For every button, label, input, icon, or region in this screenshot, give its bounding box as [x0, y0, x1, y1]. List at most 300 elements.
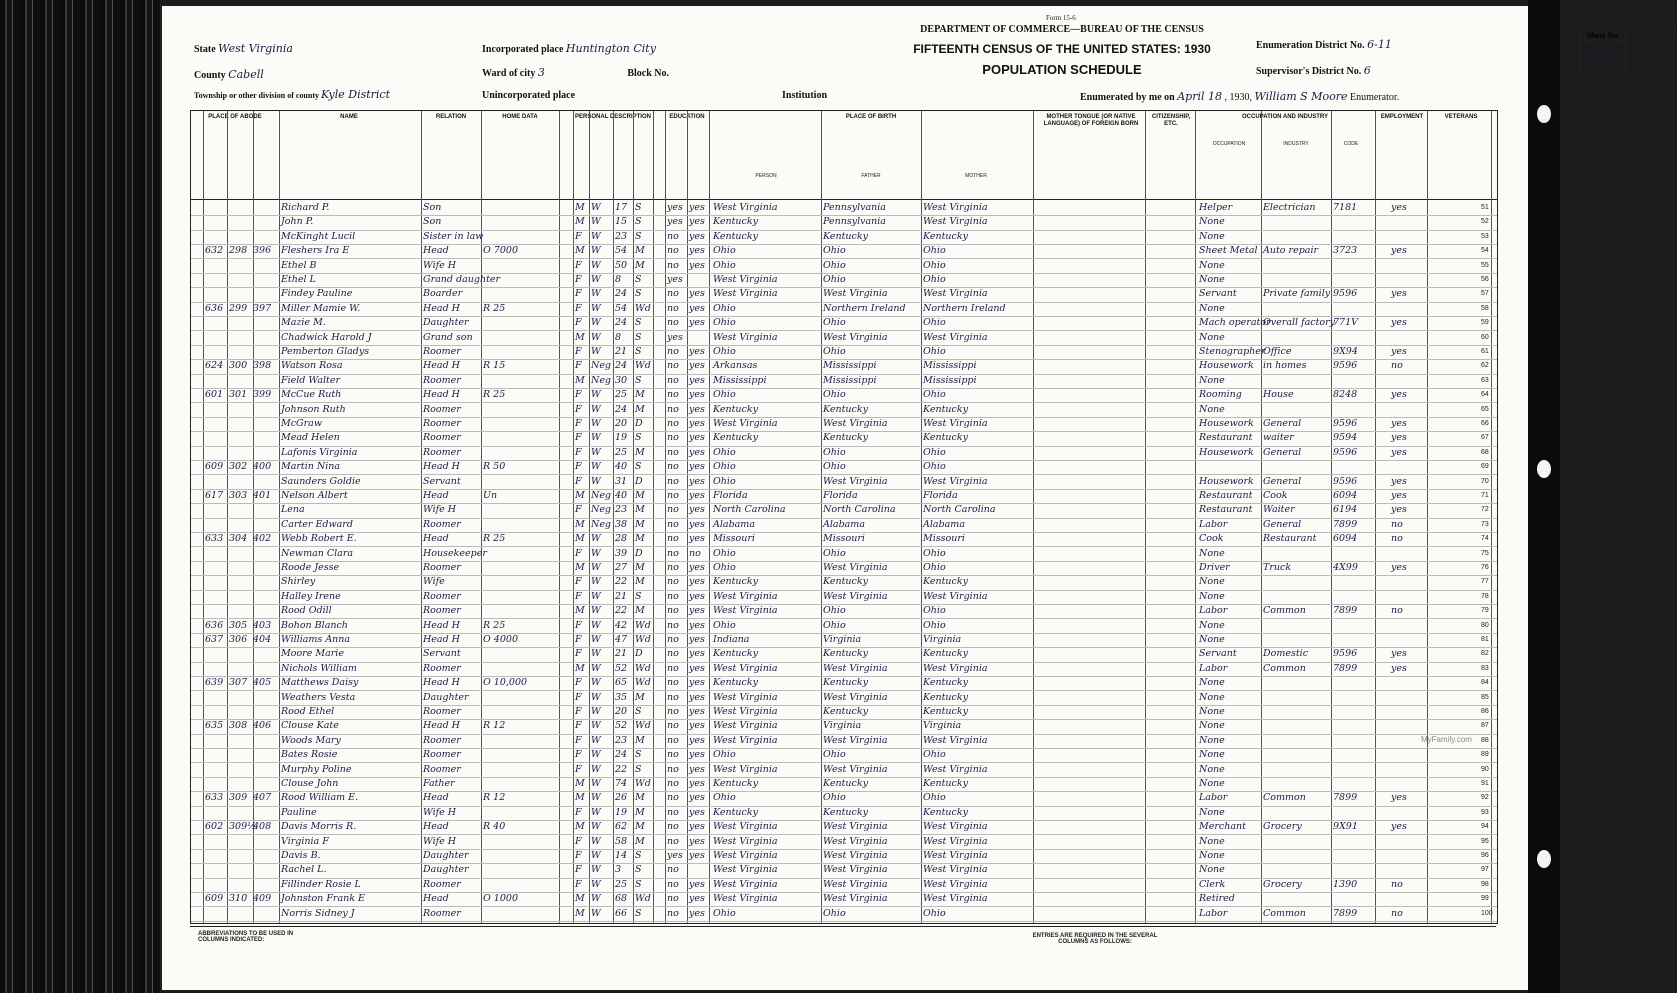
cell-age: 22 — [615, 576, 628, 588]
cell-sch: no — [667, 864, 679, 876]
cell-age: 24 — [615, 288, 628, 300]
cell-read: yes — [689, 907, 705, 919]
cell-occ: Labor — [1199, 792, 1228, 804]
cell-name: Roode Jesse — [281, 562, 340, 573]
cell-sch: no — [667, 634, 679, 645]
cell-mbp: Ohio — [923, 907, 946, 919]
cell-dw: 601 — [205, 389, 224, 401]
table-row — [191, 691, 1497, 706]
cell-mar: S — [635, 461, 642, 473]
cell-read: yes — [689, 734, 705, 746]
cell-race: W — [591, 763, 601, 775]
cell-mbp: Mississippi — [923, 360, 977, 372]
cell-rel: Head H — [423, 720, 460, 732]
cell-occ: Stenographer — [1199, 346, 1266, 357]
cell-name: Johnston Frank E — [281, 893, 365, 905]
cell-occ: Clerk — [1199, 878, 1226, 890]
cell-rel: Roomer — [423, 907, 461, 919]
cell-mbp: Ohio — [923, 274, 946, 285]
cell-mar: M — [635, 490, 645, 501]
cell-sch: no — [667, 677, 679, 689]
cell-occ: None — [1199, 576, 1225, 588]
cell-bp: West Virginia — [713, 691, 778, 703]
cell-sex: F — [575, 619, 582, 631]
cell-home: O 10,000 — [483, 677, 528, 689]
cell-mar: Wd — [635, 360, 651, 372]
cell-age: 21 — [615, 346, 628, 357]
cell-dw: 633 — [205, 792, 224, 804]
line-number: 92 — [1481, 794, 1489, 802]
cell-age: 42 — [615, 619, 628, 631]
line-number: 83 — [1481, 664, 1489, 672]
line-number: 85 — [1481, 693, 1489, 701]
cell-bp: Kentucky — [713, 677, 758, 689]
cell-occ: Driver — [1199, 562, 1230, 573]
cell-fbp: Ohio — [823, 446, 846, 458]
cell-sch: no — [667, 648, 679, 660]
cell-sex: F — [575, 288, 582, 300]
cell-occ: Retired — [1199, 893, 1235, 905]
cell-sex: F — [575, 432, 582, 444]
sheet-value: 15-B — [1586, 45, 1620, 61]
cell-sch: yes — [667, 202, 683, 213]
group-name: NAME — [340, 114, 358, 120]
cell-name: Weathers Vesta — [281, 691, 356, 703]
cell-mar: D — [635, 547, 643, 559]
cell-occ: None — [1199, 374, 1225, 386]
cell-mar: M — [635, 245, 645, 257]
cell-bp: West Virginia — [713, 878, 778, 890]
cell-bp: Ohio — [713, 907, 736, 919]
cell-fbp: West Virginia — [823, 821, 888, 833]
cell-sch: no — [667, 518, 679, 530]
cell-sch: no — [667, 490, 679, 501]
table-row — [191, 604, 1497, 619]
cell-sex: M — [575, 605, 585, 617]
cell-mbp: Ohio — [923, 562, 946, 573]
table-row — [191, 230, 1497, 245]
table-row — [191, 503, 1497, 518]
cell-sch: no — [667, 763, 679, 775]
cell-home: R 50 — [483, 461, 506, 473]
cell-sex: M — [575, 821, 585, 833]
cell-occ: Labor — [1199, 907, 1228, 919]
cell-mbp: Ohio — [923, 792, 946, 804]
cell-mar: D — [635, 648, 643, 660]
cell-mar: M — [635, 533, 645, 545]
cell-rel: Head — [423, 245, 449, 257]
table-row — [191, 633, 1497, 648]
cell-age: 22 — [615, 605, 628, 617]
cell-ind: Restaurant — [1263, 533, 1317, 545]
cell-bp: Ohio — [713, 749, 736, 761]
cell-race: Neg — [591, 360, 612, 372]
group-mother-tongue: MOTHER TONGUE (OR NATIVE LANGUAGE) OF FOREIGN BORN — [1043, 114, 1139, 127]
punch-hole — [1537, 460, 1551, 478]
line-number: 54 — [1481, 247, 1489, 255]
line-number: 74 — [1481, 535, 1489, 543]
cell-read: yes — [689, 446, 705, 458]
cell-sex: F — [575, 446, 582, 458]
cell-mar: M — [635, 504, 645, 516]
cell-ind: Cook — [1263, 490, 1288, 501]
cell-bp: Ohio — [713, 619, 736, 631]
cell-dw: 637 — [205, 634, 224, 645]
cell-occ: Helper — [1199, 202, 1233, 213]
cell-bp: Ohio — [713, 389, 736, 401]
unincorporated-label: Unincorporated place — [482, 90, 576, 101]
cell-mbp: West Virginia — [923, 835, 988, 847]
cell-fbp: Virginia — [823, 720, 862, 732]
cell-name: Saunders Goldie — [281, 475, 361, 487]
cell-sch: no — [667, 576, 679, 588]
line-number: 95 — [1481, 837, 1489, 845]
cell-read: yes — [689, 763, 705, 775]
table-row — [191, 244, 1497, 259]
cell-fbp: Ohio — [823, 907, 846, 919]
cell-ind: Auto repair — [1263, 245, 1319, 257]
line-number: 73 — [1481, 520, 1489, 528]
cell-name: Martin Nina — [281, 461, 341, 473]
cell-emp: yes — [1391, 792, 1407, 804]
cell-mbp: West Virginia — [923, 850, 988, 861]
cell-fbp: West Virginia — [823, 864, 888, 876]
cell-sch: no — [667, 792, 679, 804]
cell-occ: None — [1199, 749, 1225, 761]
cell-sch: no — [667, 403, 679, 415]
cell-sex: F — [575, 850, 582, 861]
cell-age: 24 — [615, 403, 628, 415]
cell-mar: S — [635, 331, 642, 343]
cell-bp: West Virginia — [713, 288, 778, 300]
cell-occ: Housework — [1199, 475, 1254, 487]
cell-name: Davis Morris R. — [281, 821, 357, 833]
table-row — [191, 892, 1497, 907]
cell-rel: Daughter — [423, 864, 469, 876]
cell-sch: no — [667, 230, 679, 242]
cell-bp: West Virginia — [713, 202, 778, 213]
incorporated-field — [482, 42, 656, 55]
cell-read: yes — [689, 720, 705, 732]
cell-rel: Head H — [423, 619, 460, 631]
cell-ind: Truck — [1263, 562, 1292, 573]
cell-sex: M — [575, 518, 585, 530]
cell-sch: yes — [667, 274, 683, 285]
cell-rel: Roomer — [423, 734, 461, 746]
cell-fam: 303 — [229, 490, 248, 501]
cell-occ: Merchant — [1199, 821, 1246, 833]
line-number: 99 — [1481, 895, 1489, 903]
cell-bp: West Virginia — [713, 720, 778, 732]
cell-rel: Head — [423, 792, 449, 804]
cell-race: W — [591, 274, 601, 285]
cell-age: 74 — [615, 778, 628, 789]
cell-read: yes — [689, 403, 705, 415]
cell-fam: 305 — [229, 619, 248, 631]
cell-read: yes — [689, 576, 705, 588]
cell-home: R 12 — [483, 792, 506, 804]
cell-num: 399 — [253, 389, 272, 401]
cell-sex: F — [575, 677, 582, 689]
table-row — [191, 302, 1497, 317]
cell-name: Webb Robert E. — [281, 533, 357, 545]
cell-mbp: Kentucky — [923, 432, 968, 444]
cell-rel: Head H — [423, 389, 460, 401]
cell-mbp: Virginia — [923, 634, 962, 645]
cell-fbp: West Virginia — [823, 835, 888, 847]
cell-sch: no — [667, 835, 679, 847]
table-row — [191, 907, 1497, 922]
cell-rel: Wife H — [423, 806, 457, 818]
cell-mar: S — [635, 907, 642, 919]
cell-bp: North Carolina — [713, 504, 786, 516]
cell-rel: Roomer — [423, 562, 461, 573]
cell-home: O 4000 — [483, 634, 518, 645]
cell-age: 21 — [615, 590, 628, 602]
cell-mar: M — [635, 518, 645, 530]
cell-occ: None — [1199, 590, 1225, 602]
cell-num: 396 — [253, 245, 272, 257]
cell-race: W — [591, 590, 601, 602]
cell-emp: yes — [1391, 432, 1407, 444]
cell-occ: None — [1199, 806, 1225, 818]
cell-mbp: Kentucky — [923, 230, 968, 242]
cell-race: W — [591, 734, 601, 746]
cell-sch: no — [667, 778, 679, 789]
cell-rel: Roomer — [423, 432, 461, 444]
cell-sex: F — [575, 749, 582, 761]
cell-sex: F — [575, 302, 582, 314]
cell-read: yes — [689, 850, 705, 861]
cell-mbp: Florida — [923, 490, 958, 501]
cell-fbp: Kentucky — [823, 432, 868, 444]
sheet-label: Sheet No. — [1581, 31, 1625, 41]
cell-race: W — [591, 547, 601, 559]
cell-sex: F — [575, 634, 582, 645]
cell-sex: F — [575, 706, 582, 717]
cell-mbp: Kentucky — [923, 648, 968, 660]
cell-occ: Sheet Metal — [1199, 245, 1258, 257]
cell-fam: 309½ — [229, 821, 257, 833]
cell-read: yes — [689, 878, 705, 890]
line-number: 97 — [1481, 866, 1489, 874]
cell-bp: Ohio — [713, 461, 736, 473]
cell-race: W — [591, 302, 601, 314]
cell-bp: West Virginia — [713, 590, 778, 602]
cell-num: 409 — [253, 893, 272, 905]
cell-read: yes — [689, 490, 705, 501]
line-number: 80 — [1481, 621, 1489, 629]
cell-name: McCue Ruth — [281, 389, 342, 401]
cell-home: R 25 — [483, 619, 506, 631]
group-home-data: HOME DATA — [502, 114, 538, 120]
cell-fbp: Ohio — [823, 317, 846, 329]
cell-rel: Head H — [423, 634, 460, 645]
cell-bp: West Virginia — [713, 734, 778, 746]
cell-mbp: Kentucky — [923, 677, 968, 689]
cell-sch: no — [667, 605, 679, 617]
cell-name: Findey Pauline — [281, 288, 353, 300]
cell-bp: West Virginia — [713, 662, 778, 674]
table-row — [191, 878, 1497, 893]
cell-mar: M — [635, 806, 645, 818]
cell-age: 19 — [615, 806, 628, 818]
cell-mbp: West Virginia — [923, 734, 988, 746]
cell-race: W — [591, 331, 601, 343]
line-number: 56 — [1481, 276, 1489, 283]
cell-mar: S — [635, 374, 642, 386]
cell-dw: 609 — [205, 461, 224, 473]
cell-age: 3 — [615, 864, 622, 876]
cell-name: Nichols William — [281, 662, 357, 674]
state-field — [194, 42, 293, 55]
unincorporated-field — [482, 90, 575, 101]
cell-mar: S — [635, 850, 642, 861]
cell-emp: no — [1391, 518, 1403, 530]
cell-sex: M — [575, 792, 585, 804]
cell-bp: West Virginia — [713, 605, 778, 617]
cell-fbp: West Virginia — [823, 763, 888, 775]
cell-read: yes — [689, 562, 705, 573]
cell-fbp: Ohio — [823, 389, 846, 401]
cell-bp: Kentucky — [713, 806, 758, 818]
township-field — [194, 88, 390, 101]
cell-num: 397 — [253, 302, 272, 314]
cell-fbp: Kentucky — [823, 806, 868, 818]
cell-sch: no — [667, 590, 679, 602]
subheader-mother: MOTHER — [965, 173, 987, 179]
cell-home: O 1000 — [483, 893, 518, 905]
film-edge-right — [1528, 0, 1560, 993]
line-number: 55 — [1481, 261, 1489, 269]
cell-age: 39 — [615, 547, 628, 559]
table-row — [191, 619, 1497, 634]
cell-read: yes — [689, 317, 705, 329]
cell-occ: Housework — [1199, 360, 1254, 372]
township-label: Township or other division of county — [194, 91, 319, 100]
cell-name: Davis B. — [281, 850, 321, 861]
cell-bp: Alabama — [713, 518, 755, 530]
cell-mbp: Kentucky — [923, 576, 968, 588]
cell-ind: Common — [1263, 662, 1306, 674]
cell-age: 40 — [615, 461, 628, 473]
line-number: 62 — [1481, 362, 1489, 370]
cell-home: Un — [483, 490, 498, 501]
cell-name: Matthews Daisy — [281, 677, 359, 689]
schedule-title: POPULATION SCHEDULE — [982, 62, 1142, 77]
cell-fbp: Kentucky — [823, 706, 868, 717]
cell-age: 17 — [615, 202, 628, 213]
line-number: 79 — [1481, 607, 1489, 615]
cell-rel: Sister in law — [423, 230, 484, 242]
cell-emp: yes — [1391, 317, 1407, 329]
cell-name: Shirley — [281, 576, 316, 588]
cell-rel: Father — [423, 778, 455, 789]
entries-title: ENTRIES ARE REQUIRED IN THE SEVERAL COLUMNS AS FOLLOWS: — [1032, 933, 1158, 945]
cell-name: Rood William E. — [281, 792, 359, 804]
cell-read: yes — [689, 418, 705, 429]
table-row — [191, 835, 1497, 850]
cell-occ: Labor — [1199, 662, 1228, 674]
cell-mbp: West Virginia — [923, 662, 988, 674]
table-row — [191, 561, 1497, 576]
cell-rel: Roomer — [423, 878, 461, 890]
cell-bp: West Virginia — [713, 893, 778, 905]
abbrev-title: ABBREVIATIONS TO BE USED IN COLUMNS INDICATED: — [198, 931, 294, 943]
line-number: 59 — [1481, 319, 1489, 327]
cell-fbp: Ohio — [823, 259, 846, 271]
table-row — [191, 575, 1497, 590]
cell-read: yes — [689, 835, 705, 847]
cell-sch: no — [667, 374, 679, 386]
footer-instructions — [190, 926, 1496, 983]
census-title: FIFTEENTH CENSUS OF THE UNITED STATES: 1930 — [913, 42, 1211, 56]
cell-fbp: Kentucky — [823, 677, 868, 689]
cell-name: Richard P. — [281, 202, 330, 213]
table-row — [191, 763, 1497, 778]
cell-bp: Ohio — [713, 446, 736, 458]
group-personal-description: PERSONAL DESCRIPTION — [575, 114, 651, 120]
cell-rel: Boarder — [423, 288, 463, 300]
cell-sex: F — [575, 360, 582, 372]
table-row — [191, 273, 1497, 288]
cell-occ: None — [1199, 677, 1225, 689]
line-number: 70 — [1481, 477, 1489, 485]
cell-name: Watson Rosa — [281, 360, 343, 372]
table-row — [191, 431, 1497, 446]
cell-fam: 308 — [229, 720, 248, 732]
cell-race: W — [591, 389, 601, 401]
cell-race: W — [591, 835, 601, 847]
cell-occ: None — [1199, 763, 1225, 775]
cell-sch: no — [667, 475, 679, 487]
cell-name: Williams Anna — [281, 634, 351, 645]
cell-emp: yes — [1391, 562, 1407, 573]
cell-code: 7181 — [1333, 202, 1358, 213]
cell-sch: no — [667, 245, 679, 257]
cell-name: Rood Odill — [281, 605, 332, 617]
cell-read: yes — [689, 288, 705, 300]
cell-rel: Housekeeper — [423, 547, 487, 559]
cell-mar: Wd — [635, 662, 651, 674]
cell-sch: no — [667, 533, 679, 545]
cell-emp: yes — [1391, 346, 1407, 357]
cell-mar: M — [635, 691, 645, 703]
cell-mar: Wd — [635, 302, 651, 314]
cell-occ: Labor — [1199, 518, 1228, 530]
cell-sch: yes — [667, 850, 683, 861]
ward-field — [482, 66, 669, 79]
cell-occ: Restaurant — [1199, 490, 1253, 501]
cell-num: 403 — [253, 619, 272, 631]
cell-age: 58 — [615, 835, 628, 847]
cell-name: John P. — [281, 216, 314, 228]
cell-sex: F — [575, 274, 582, 285]
cell-home: R 12 — [483, 720, 506, 732]
cell-fbp: North Carolina — [823, 504, 896, 516]
cell-dw: 636 — [205, 302, 224, 314]
cell-name: Bohon Blanch — [281, 619, 348, 631]
cell-sex: M — [575, 778, 585, 789]
line-number: 87 — [1481, 722, 1489, 730]
cell-num: 401 — [253, 490, 272, 501]
cell-mbp: Ohio — [923, 749, 946, 761]
cell-ind: General — [1263, 418, 1302, 429]
cell-sch: yes — [667, 331, 683, 343]
ward-label: Ward of city — [482, 68, 536, 79]
cell-dw: 635 — [205, 720, 224, 732]
cell-read: yes — [689, 259, 705, 271]
